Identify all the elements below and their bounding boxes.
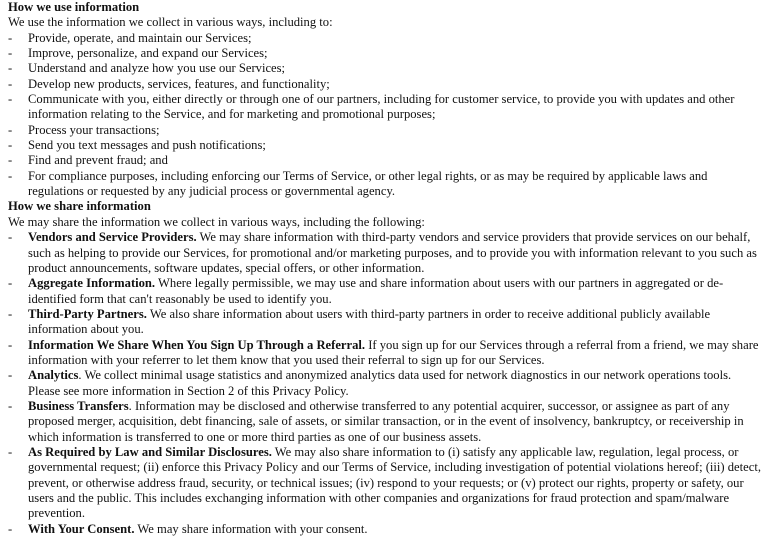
list-item-term: Information We Share When You Sign Up Through a Referral. bbox=[28, 337, 366, 352]
bullet-dash: - bbox=[8, 61, 13, 76]
bullet-dash: - bbox=[8, 306, 13, 321]
use-list bbox=[8, 31, 764, 200]
list-item bbox=[8, 230, 764, 276]
bullet-dash: - bbox=[8, 46, 13, 61]
use-information-section bbox=[8, 0, 764, 199]
list-item bbox=[8, 399, 764, 445]
bullet-dash: - bbox=[8, 138, 13, 153]
share-section-title: How we share information bbox=[8, 199, 151, 214]
list-item-text: Understand and analyze how you use our Services; bbox=[28, 61, 286, 76]
bullet-dash: - bbox=[8, 368, 13, 383]
list-item-text: Where legally permissible, we may use and share information about users with our partners in aggregated or de-identified form that can't reasonably be used to identify you. bbox=[28, 276, 724, 306]
share-section-intro: We may share the information we collect in various ways, including the following: bbox=[8, 214, 425, 229]
list-item-term: With Your Consent. bbox=[28, 521, 135, 536]
list-item-term: Vendors and Service Providers. bbox=[28, 230, 197, 245]
list-item-text: We may share information with your consent. bbox=[134, 521, 368, 536]
list-item bbox=[8, 61, 764, 76]
share-list bbox=[8, 230, 764, 537]
list-item bbox=[8, 92, 764, 123]
list-item bbox=[8, 522, 764, 537]
list-item bbox=[8, 338, 764, 369]
list-item bbox=[8, 276, 764, 307]
list-item-text: Improve, personalize, and expand our Services; bbox=[28, 46, 268, 61]
list-item-text: Send you text messages and push notifications; bbox=[28, 138, 266, 153]
bullet-dash: - bbox=[8, 337, 13, 352]
list-item bbox=[8, 123, 764, 138]
bullet-dash: - bbox=[8, 92, 13, 107]
list-item bbox=[8, 368, 764, 399]
bullet-dash: - bbox=[8, 230, 13, 245]
list-item bbox=[8, 77, 764, 92]
list-item bbox=[8, 31, 764, 46]
bullet-dash: - bbox=[8, 30, 13, 45]
list-item-text: Communicate with you, either directly or through one of our partners, including for customer service, to provide you with updates and other information relating to the Service, and for marketing and promotional purposes; bbox=[28, 92, 735, 122]
use-section-intro: We use the information we collect in various ways, including to: bbox=[8, 15, 333, 30]
share-information-section bbox=[8, 199, 764, 537]
list-item-text: . Information may be disclosed and otherwise transferred to any potential acquirer, successor, or assignee as part of any proposed merger, acquisition, debt financing, sale of assets, or similar transaction, or in the event of insolvency, bankruptcy, or receivership in which information is transferred to one or more third parties as one of our business assets. bbox=[28, 398, 744, 444]
list-item bbox=[8, 153, 764, 168]
list-item bbox=[8, 46, 764, 61]
list-item-term: As Required by Law and Similar Disclosures. bbox=[28, 444, 272, 459]
list-item-term: Analytics bbox=[28, 368, 79, 383]
list-item bbox=[8, 445, 764, 522]
use-section-title: How we use information bbox=[8, 0, 140, 14]
bullet-dash: - bbox=[8, 153, 13, 168]
list-item-text: We may also share information to (i) satisfy any applicable law, regulation, legal process, or governmental request; (ii) enforce this Privacy Policy and our Terms of Service, including investigation of potential violations hereof; (iii) detect, prevent, or otherwise address fraud, security, or technical issues; (iv) respond to your requests; or (v) protect our rights, property or safety, our users and the public. This includes exchanging information with other companies and organizations for fraud protection and spam/malware prevention. bbox=[28, 444, 761, 521]
list-item-term: Third-Party Partners. bbox=[28, 306, 147, 321]
bullet-dash: - bbox=[8, 168, 13, 183]
bullet-dash: - bbox=[8, 444, 13, 459]
list-item-text: Develop new products, services, features, and functionality; bbox=[28, 76, 330, 91]
bullet-dash: - bbox=[8, 76, 13, 91]
list-item-text: Process your transactions; bbox=[28, 122, 160, 137]
list-item bbox=[8, 307, 764, 338]
list-item-text: For compliance purposes, including enforcing our Terms of Service, or other legal rights, or as may be required by applicable laws and regulations or requested by any judicial process or governmental agency. bbox=[28, 168, 708, 199]
bullet-dash: - bbox=[8, 276, 13, 291]
list-item-term: Business Transfers bbox=[28, 398, 129, 413]
list-item-text: We also share information about users with third-party partners in order to receive additional publicly available information about you. bbox=[28, 306, 711, 337]
list-item-text: Find and prevent fraud; and bbox=[28, 153, 168, 168]
bullet-dash: - bbox=[8, 122, 13, 137]
list-item-text: If you sign up for our Services through a referral from a friend, we may share information with your referrer to let them know that you used their referral to sign up for our Services. bbox=[28, 337, 759, 367]
list-item bbox=[8, 169, 764, 200]
list-item-text: We may share information with third-party vendors and service providers that provide services on our behalf, such as helping to provide our Services, for promotional and/or marketing purposes, and to provide you with information relevant to you such as product announcements, software updates, special offers, or other information. bbox=[28, 230, 757, 275]
list-item-term: Aggregate Information. bbox=[28, 276, 156, 291]
list-item bbox=[8, 138, 764, 153]
list-item-text: . We collect minimal usage statistics and anonymized analytics data used for network diagnostics in our network operations tools. Please see more information in Section 2 of this Privacy Policy. bbox=[28, 368, 732, 398]
list-item-text: Provide, operate, and maintain our Services; bbox=[28, 30, 252, 45]
bullet-dash: - bbox=[8, 521, 13, 536]
bullet-dash: - bbox=[8, 398, 13, 413]
